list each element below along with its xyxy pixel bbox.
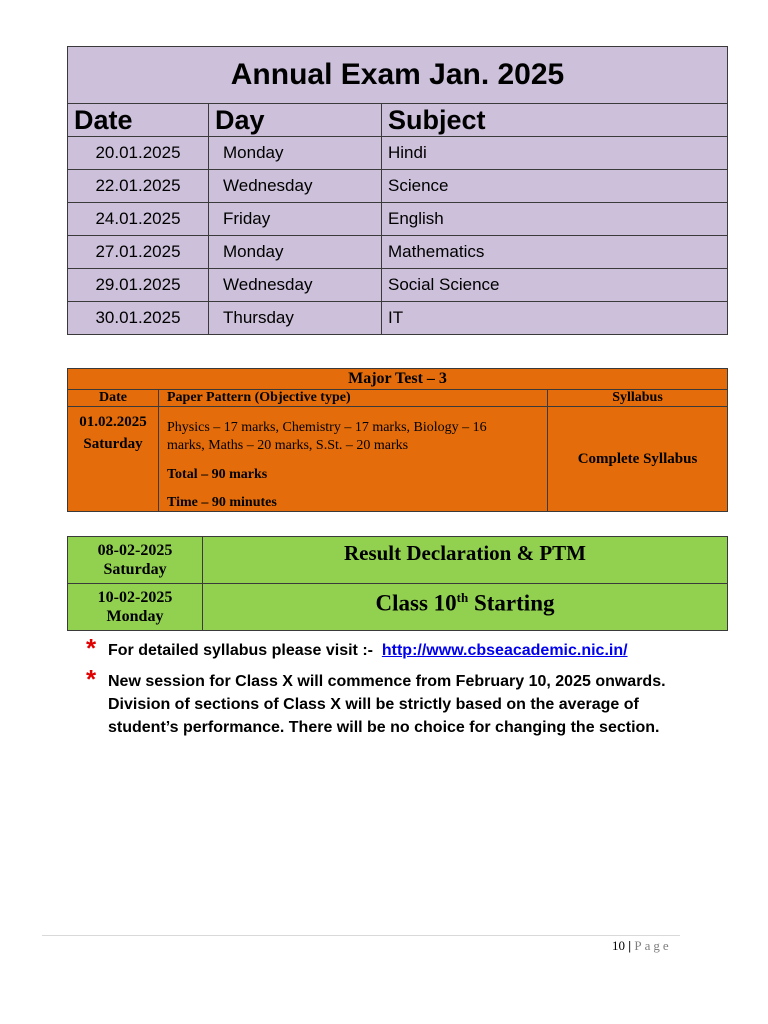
major-test-date: 01.02.2025	[79, 414, 147, 430]
header-subject: Subject	[382, 104, 728, 137]
table-row	[68, 537, 728, 584]
time-duration: Time – 90 minutes	[167, 495, 277, 510]
table-row	[68, 302, 728, 335]
header-paper-pattern: Paper Pattern (Objective type)	[159, 390, 548, 407]
table-row	[68, 137, 728, 170]
event-title-suffix: Starting	[468, 590, 555, 616]
event-date-cell	[68, 537, 203, 584]
note-session	[86, 664, 706, 742]
exam-date: 24.01.2025	[68, 203, 209, 236]
exam-subject: Hindi	[382, 137, 728, 170]
major-test-day: Saturday	[83, 436, 143, 452]
note-syllabus-label: For detailed syllabus please visit :-	[108, 642, 382, 659]
exam-date: 30.01.2025	[68, 302, 209, 335]
cbse-academic-link[interactable]: http://www.cbseacademic.nic.in/	[381, 642, 628, 659]
note-line: Division of sections of Class X will be strictly based on the average of	[108, 696, 639, 713]
annual-exam-title: Annual Exam Jan. 2025	[68, 47, 728, 104]
header-day: Day	[209, 104, 382, 137]
exam-subject: Science	[382, 170, 728, 203]
event-title	[203, 584, 728, 631]
major-test-title: Major Test – 3	[68, 369, 728, 390]
note-session-text	[108, 670, 678, 739]
event-title-prefix: Class 10	[375, 590, 457, 616]
table-row	[68, 170, 728, 203]
event-title: Result Declaration & PTM	[203, 537, 728, 584]
paper-pattern-cell	[159, 407, 548, 512]
exam-date: 27.01.2025	[68, 236, 209, 269]
exam-date: 22.01.2025	[68, 170, 209, 203]
page-number: 10	[612, 938, 625, 953]
exam-date: 20.01.2025	[68, 137, 209, 170]
exam-day: Wednesday	[209, 269, 382, 302]
event-date: 08-02-2025	[97, 542, 173, 559]
note-syllabus-text	[108, 639, 628, 662]
table-row	[68, 584, 728, 631]
exam-day: Thursday	[209, 302, 382, 335]
pattern-line: marks, Maths – 20 marks, S.St. – 20 marks	[167, 438, 409, 453]
note-line: New session for Class X will commence from February 10, 2025 onwards.	[108, 673, 666, 690]
pattern-line: Physics – 17 marks, Chemistry – 17 marks, Biology – 16	[167, 420, 487, 435]
bullet-star-icon: *	[86, 664, 97, 694]
event-day: Saturday	[103, 561, 167, 578]
exam-subject: Mathematics	[382, 236, 728, 269]
total-marks: Total – 90 marks	[167, 467, 268, 482]
exam-day: Monday	[209, 236, 382, 269]
footer-separator: |	[625, 938, 635, 953]
exam-day: Wednesday	[209, 170, 382, 203]
note-line: student’s performance. There will be no choice for changing the section.	[108, 719, 660, 736]
major-test-table	[67, 368, 728, 512]
header-date: Date	[68, 104, 209, 137]
exam-day: Friday	[209, 203, 382, 236]
page-label: Page	[634, 938, 672, 953]
event-date-cell	[68, 584, 203, 631]
result-table	[67, 536, 728, 631]
exam-subject: English	[382, 203, 728, 236]
table-row	[68, 236, 728, 269]
syllabus-value: Complete Syllabus	[548, 407, 728, 512]
header-syllabus: Syllabus	[548, 390, 728, 407]
exam-subject: IT	[382, 302, 728, 335]
exam-day: Monday	[209, 137, 382, 170]
page-footer	[612, 938, 672, 954]
bullet-star-icon: *	[86, 633, 97, 663]
note-syllabus	[86, 633, 706, 663]
event-date: 10-02-2025	[97, 589, 173, 606]
event-title-sup: th	[456, 590, 469, 605]
header-date: Date	[68, 390, 159, 407]
exam-subject: Social Science	[382, 269, 728, 302]
table-row	[68, 269, 728, 302]
major-test-date-cell	[68, 407, 159, 512]
event-day: Monday	[106, 608, 164, 625]
table-row	[68, 203, 728, 236]
footer-divider	[42, 935, 680, 936]
exam-date: 29.01.2025	[68, 269, 209, 302]
annual-exam-table	[67, 46, 728, 335]
